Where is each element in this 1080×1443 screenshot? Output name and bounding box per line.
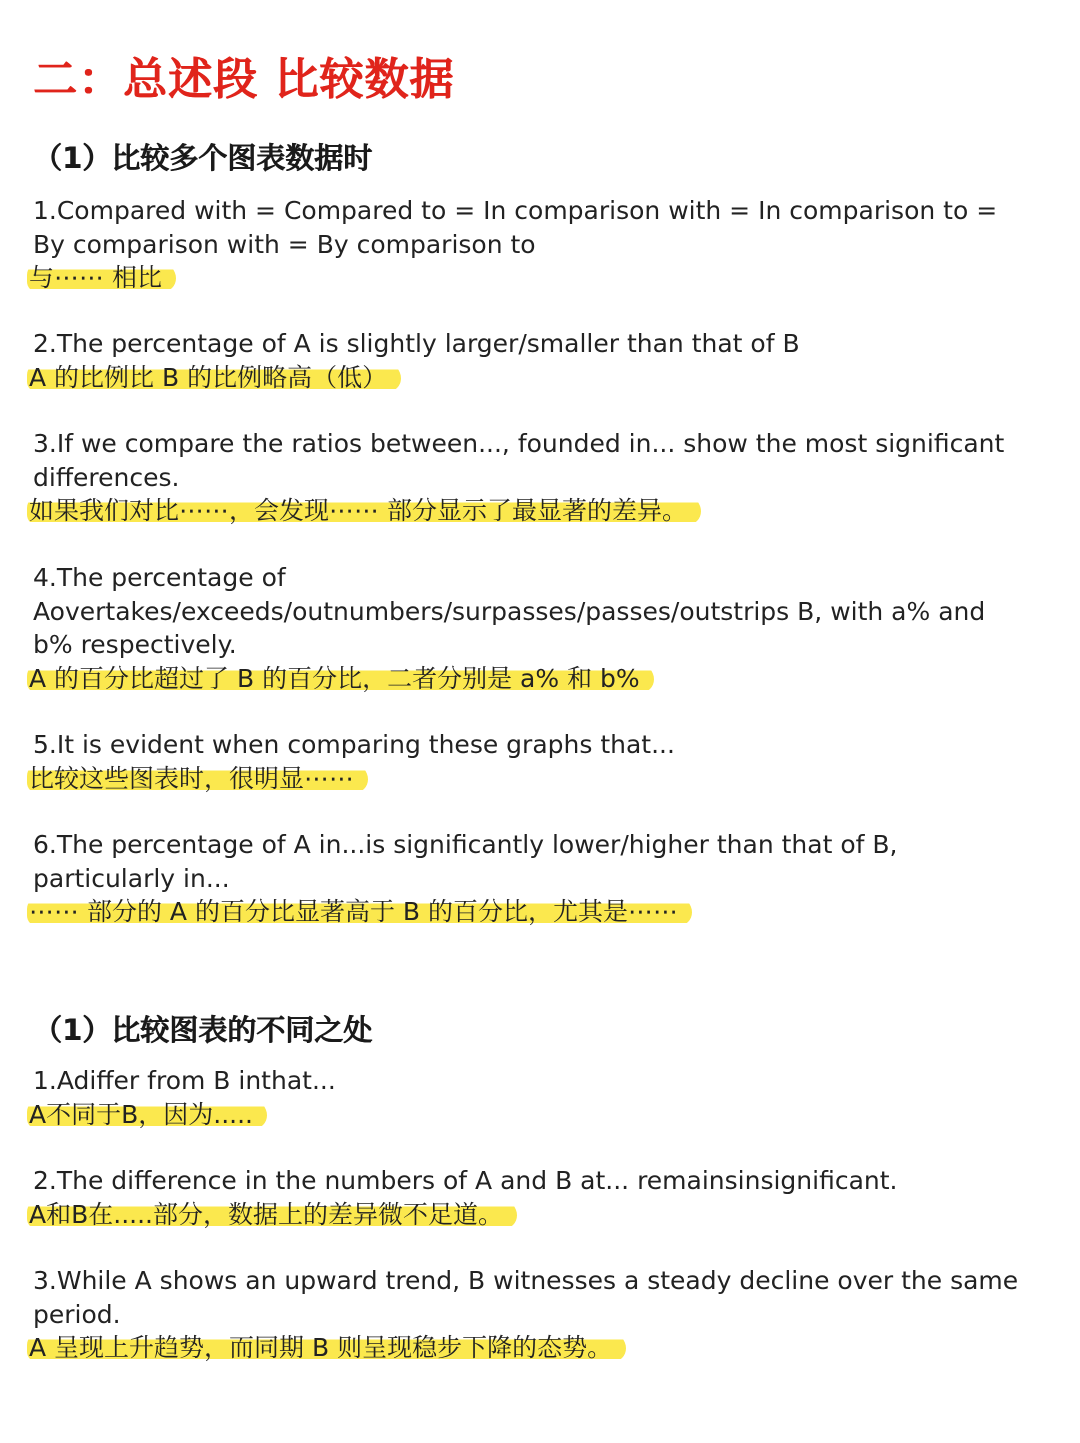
chinese-translation-highlight: A 呈现上升趋势，而同期 B 则呈现稳步下降的态势。 bbox=[27, 1333, 626, 1362]
phrase-entry bbox=[29, 1164, 1043, 1234]
english-phrase: 3.While A shows an upward trend, B witnesses a steady decline over the same period. bbox=[33, 1266, 1019, 1329]
english-phrase: 3.If we compare the ratios between..., founded in... show the most significant differences. bbox=[33, 429, 1005, 492]
english-phrase: 5.It is evident when comparing these graphs that... bbox=[33, 730, 675, 759]
phrase-entry bbox=[29, 828, 1043, 932]
phrase-entry bbox=[29, 1064, 1043, 1134]
english-phrase: 2.The difference in the numbers of A and B at... remainsinsignificant. bbox=[33, 1166, 898, 1195]
chinese-translation-highlight: 如果我们对比⋯⋯，会发现⋯⋯ 部分显示了最显著的差异。 bbox=[27, 496, 701, 525]
english-phrase: 6.The percentage of A in...is significantly lower/higher than that of B, particularly in... bbox=[33, 830, 898, 893]
chinese-translation-highlight: A和B在.....部分，数据上的差异微不足道。 bbox=[27, 1200, 517, 1229]
english-phrase: 1.Adiffer from B inthat... bbox=[33, 1066, 336, 1095]
phrase-entry bbox=[29, 327, 1043, 397]
section-heading-compare-differences: （1）比较图表的不同之处 bbox=[33, 1013, 373, 1047]
phrase-entry bbox=[29, 427, 1043, 531]
phrase-entry bbox=[29, 561, 1043, 698]
chinese-translation-highlight: A不同于B，因为..... bbox=[27, 1100, 267, 1129]
page-title: 二：总述段 比较数据 bbox=[33, 54, 455, 105]
chinese-translation-highlight: A 的百分比超过了 B 的百分比，二者分别是 a% 和 b% bbox=[27, 664, 654, 693]
chinese-translation-highlight: A 的比例比 B 的比例略高（低） bbox=[27, 363, 401, 392]
chinese-translation-highlight: 比较这些图表时，很明显⋯⋯ bbox=[27, 764, 368, 793]
chinese-translation-highlight: ⋯⋯ 部分的 A 的百分比显著高于 B 的百分比，尤其是⋯⋯ bbox=[27, 897, 692, 926]
section-heading-compare-multiple: （1）比较多个图表数据时 bbox=[33, 141, 373, 175]
phrase-entry bbox=[29, 1264, 1043, 1368]
phrase-entry bbox=[29, 194, 1043, 298]
english-phrase: 2.The percentage of A is slightly larger/smaller than that of B bbox=[33, 329, 800, 358]
english-phrase: 4.The percentage of Aovertakes/exceeds/outnumbers/surpasses/passes/outstrips B, with a% and b% respectively. bbox=[33, 563, 986, 659]
chinese-translation-highlight: 与⋯⋯ 相比 bbox=[27, 263, 176, 292]
english-phrase: 1.Compared with = Compared to = In comparison with = In comparison to = By comparison with = By comparison to bbox=[33, 196, 998, 259]
phrase-entry bbox=[29, 728, 1043, 798]
